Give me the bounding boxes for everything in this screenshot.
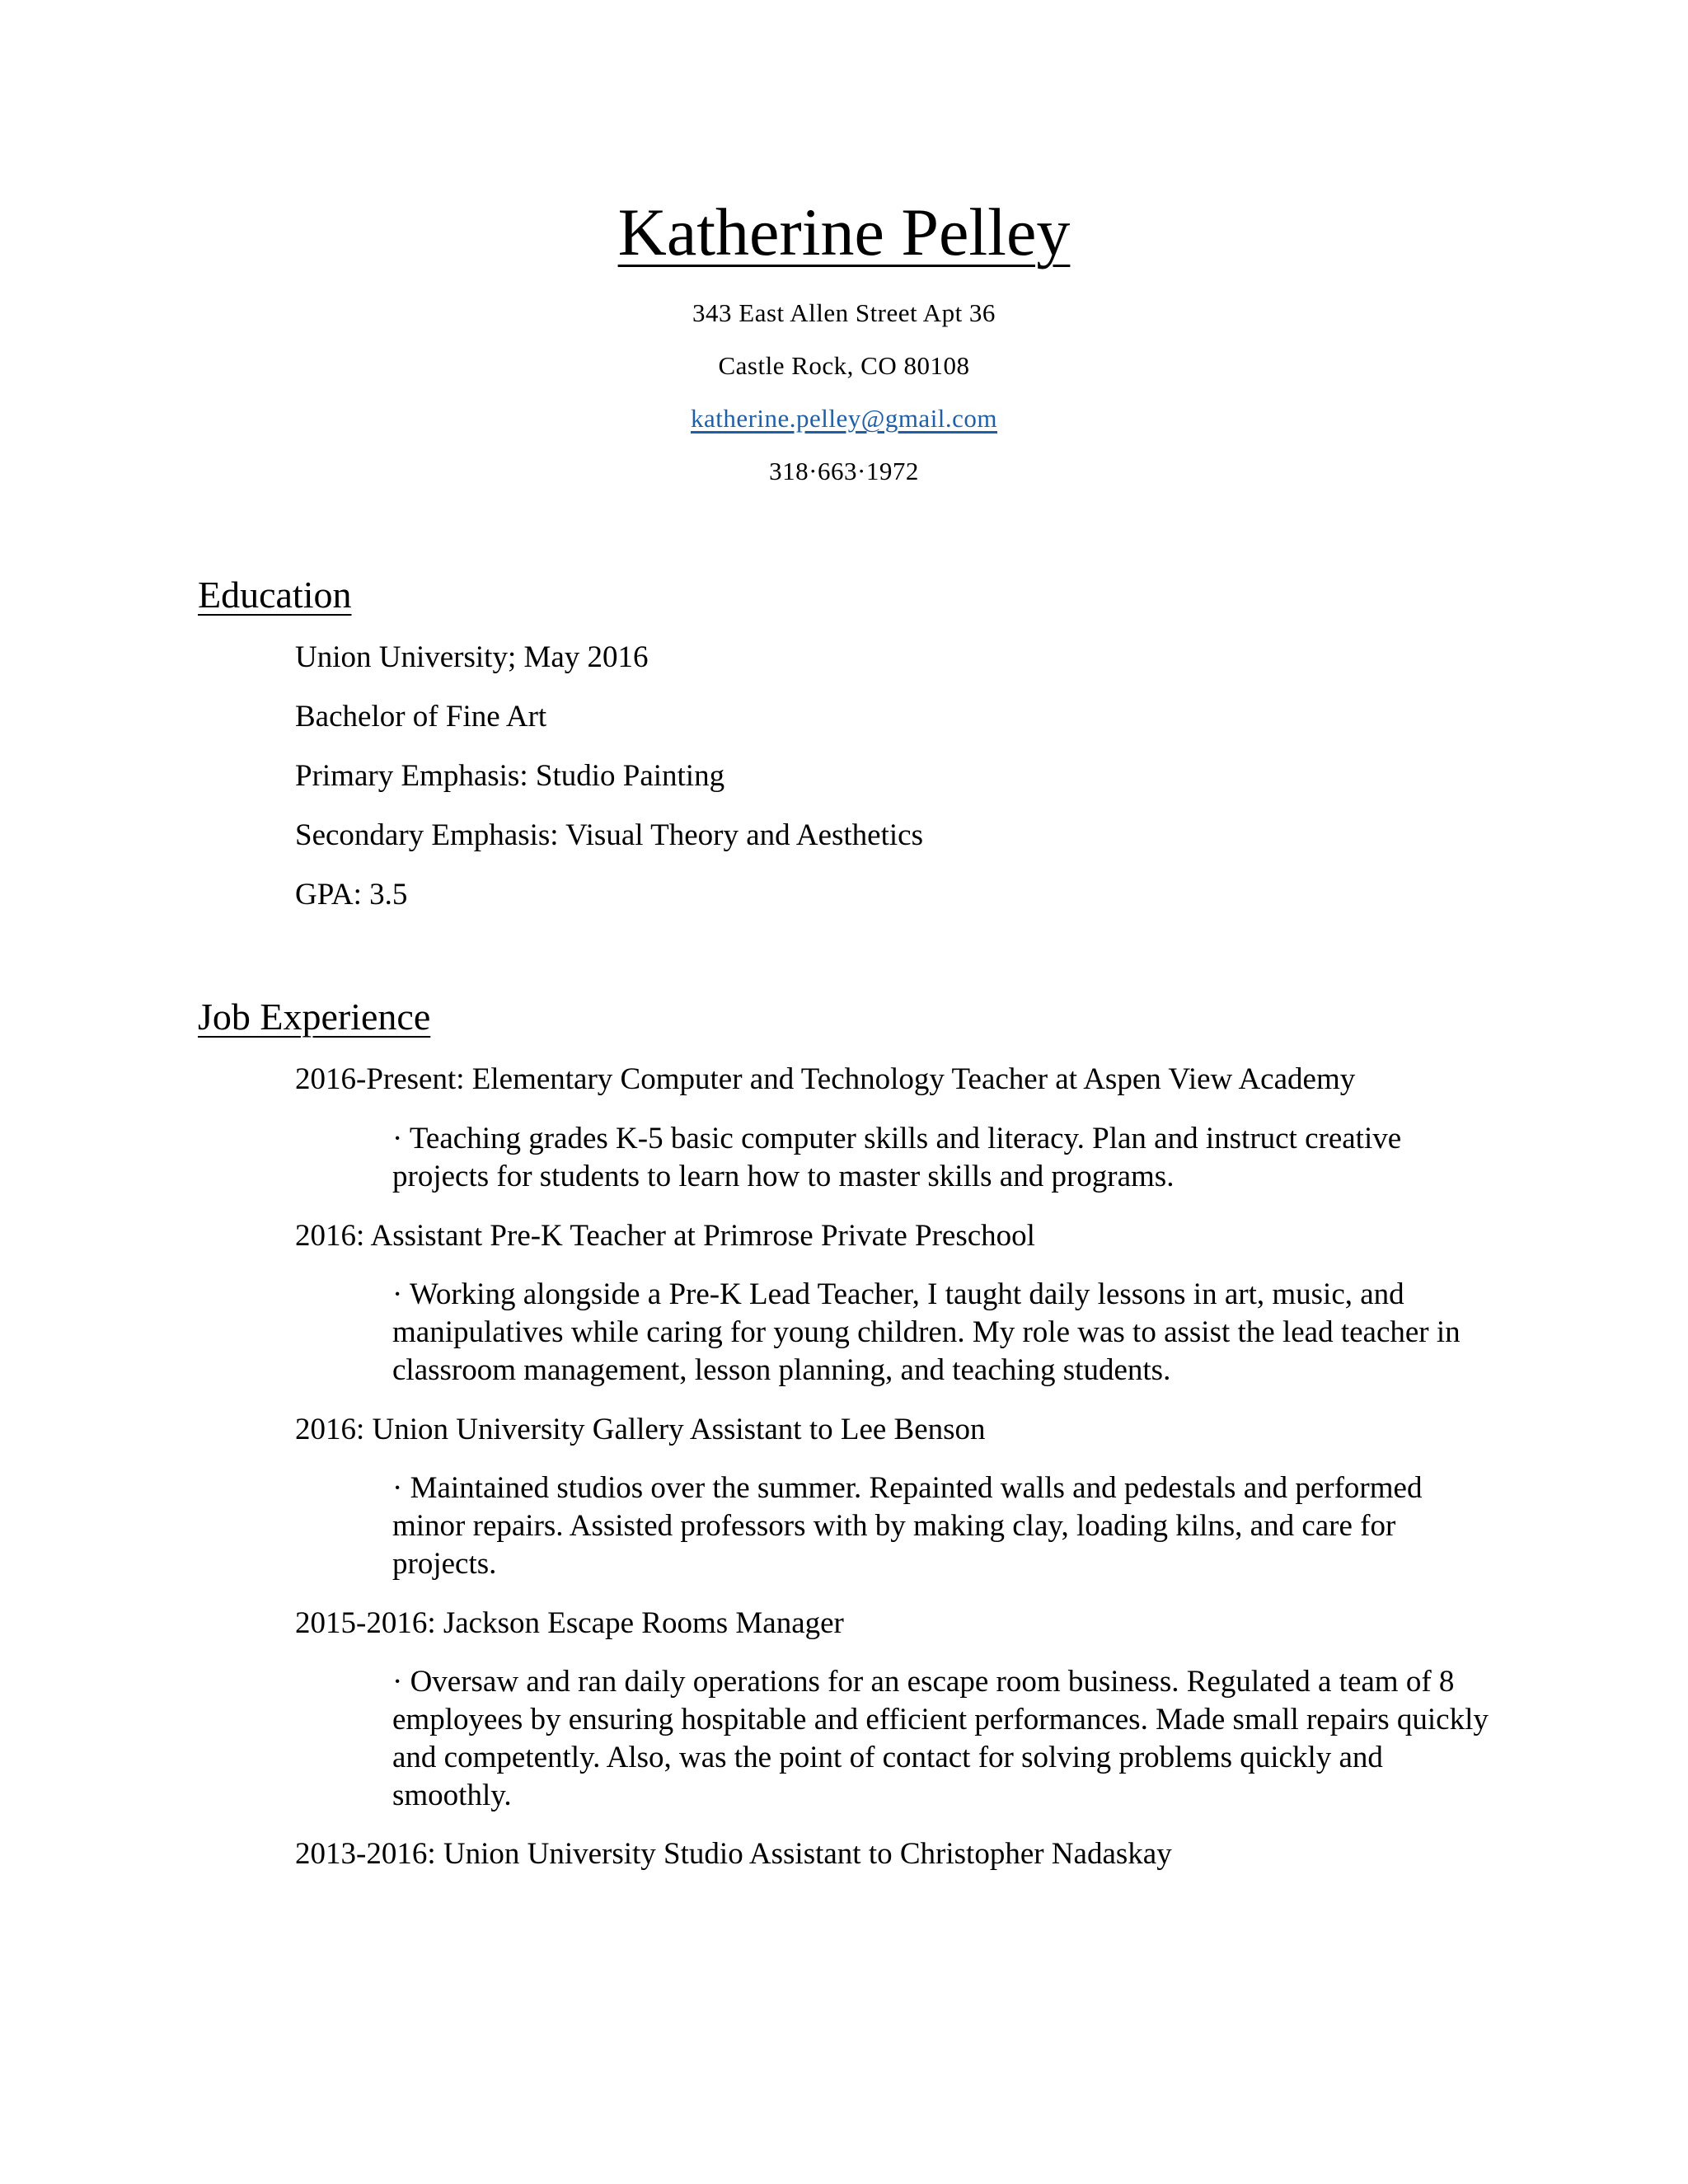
education-line: Bachelor of Fine Art	[295, 700, 547, 733]
job-description: · Teaching grades K-5 basic computer skills and literacy. Plan and instruct creative projects for students to learn how to master skills and programs.	[392, 1122, 1402, 1193]
education-heading: Education	[198, 574, 352, 616]
education-line: GPA: 3.5	[295, 878, 408, 912]
education-line: Primary Emphasis: Studio Painting	[295, 759, 725, 793]
address-line-2: Castle Rock, CO 80108	[718, 351, 970, 380]
job-description: · Oversaw and ran daily operations for an escape room business. Regulated a team of 8 employees by ensuring hospitable and efficient performances. Made small repairs quickly and competently. Also, was the point of contact for solving problems quickly and smoothly.	[392, 1665, 1489, 1812]
education-line: Union University; May 2016	[295, 640, 649, 674]
job-heading: 2016-Present: Elementary Computer and Technology Teacher at Aspen View Academy	[295, 1062, 1356, 1096]
education-line: Secondary Emphasis: Visual Theory and Aesthetics	[295, 818, 923, 852]
job-description: · Maintained studios over the summer. Repainted walls and pedestals and performed minor repairs. Assisted professors with by making clay, loading kilns, and care for projects.	[392, 1471, 1423, 1581]
job-heading: 2016: Assistant Pre-K Teacher at Primrose Private Preschool	[295, 1219, 1035, 1253]
job-heading: 2013-2016: Union University Studio Assistant to Christopher Nadaskay	[295, 1837, 1172, 1871]
job-heading: 2015-2016: Jackson Escape Rooms Manager	[295, 1606, 844, 1640]
job-description: · Working alongside a Pre-K Lead Teacher, I taught daily lessons in art, music, and manipulatives while caring for young children. My role was to assist the lead teacher in classroom management, lesson planning, and teaching students.	[392, 1277, 1461, 1387]
job-heading: 2016: Union University Gallery Assistant to Lee Benson	[295, 1413, 986, 1446]
email-link[interactable]: katherine.pelley@gmail.com	[690, 404, 998, 433]
phone-number: 318·663·1972	[769, 457, 919, 485]
address-line-1: 343 East Allen Street Apt 36	[692, 298, 996, 327]
resume-name: Katherine Pelley	[617, 194, 1071, 269]
job-experience-heading: Job Experience	[198, 996, 431, 1038]
